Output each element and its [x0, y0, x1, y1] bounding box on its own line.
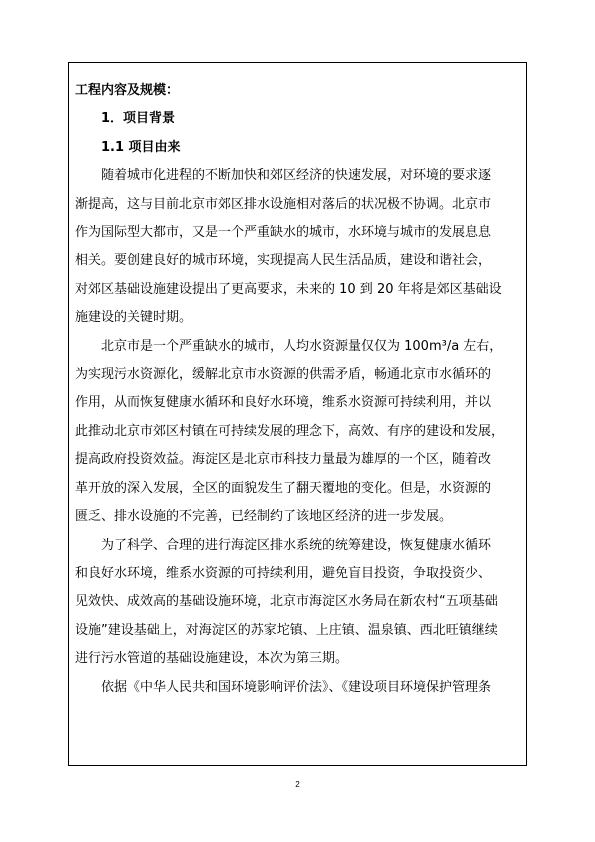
- paragraph-line: 作用，从而恢复健康水循环和良好水环境，维系水资源可持续利用，并以: [75, 395, 492, 411]
- paragraph-3: [75, 532, 522, 674]
- heading-project-origin: 1.1 项目由来: [101, 139, 181, 155]
- paragraph-line: 北京市是一个严重缺水的城市，人均水资源量仅仅为 100m³/a 左右，: [101, 338, 503, 354]
- section-title: 工程内容及规模：: [75, 83, 180, 98]
- paragraph-line: 革开放的深入发展，全区的面貌发生了翻天覆地的变化。但是，水资源的: [75, 480, 492, 496]
- paragraph-line: 此推动北京市郊区村镇在可持续发展的理念下，高效、有序的建设和发展，: [75, 423, 505, 439]
- paragraph-line: 和良好水环境，维系水资源的可持续利用，避免盲目投资，争取投资少、: [75, 565, 492, 581]
- paragraph-line: 为实现污水资源化，缓解北京市水资源的供需矛盾，畅通北京市水循环的: [75, 367, 492, 383]
- paragraph-line: 依据《中华人民共和国环境影响评价法》、《建设项目环境保护管理条: [101, 679, 492, 695]
- paragraph-line: 施建设的关键时期。: [75, 310, 193, 326]
- heading-project-background: 1．项目背景: [101, 111, 176, 127]
- paragraph-line: 为了科学、合理的进行海淀区排水系统的统筹建设，恢复健康水循环: [101, 537, 492, 553]
- paragraph-line: 设施”建设基础上，对海淀区的苏家坨镇、上庄镇、温泉镇、西北旺镇继续: [75, 622, 498, 638]
- paragraph-line: 相关。要创建良好的城市环境，实现提高人民生活品质，建设和谐社会，: [75, 253, 492, 269]
- paragraph-1: [75, 162, 522, 332]
- document-body: [75, 77, 522, 702]
- paragraph-line: 提高政府投资效益。海淀区是北京市科技力量最为雄厚的一个区，随着改: [75, 452, 492, 468]
- paragraph-line: 对郊区基础设施建设提出了更高要求，未来的 10 到 20 年将是郊区基础设: [75, 281, 502, 297]
- paragraph-line: 渐提高，这与目前北京市郊区排水设施相对落后的状况极不协调。北京市: [75, 196, 492, 212]
- paragraph-line: 作为国际型大都市，又是一个严重缺水的城市，水环境与城市的发展息息: [75, 225, 492, 241]
- page-number: 2: [295, 780, 300, 789]
- paragraph-line: 进行污水管道的基础设施建设，本次为第三期。: [75, 651, 349, 667]
- paragraph-4: [75, 674, 522, 702]
- paragraph-line: 随着城市化进程的不断加快和郊区经济的快速发展，对环境的要求逐: [101, 168, 492, 184]
- paragraph-line: 匮乏、排水设施的不完善，已经制约了该地区经济的进一步发展。: [75, 509, 453, 525]
- paragraph-2: [75, 333, 522, 532]
- document-frame: [68, 62, 527, 766]
- paragraph-line: 见效快、成效高的基础设施环境，北京市海淀区水务局在新农村“五项基础: [75, 594, 498, 610]
